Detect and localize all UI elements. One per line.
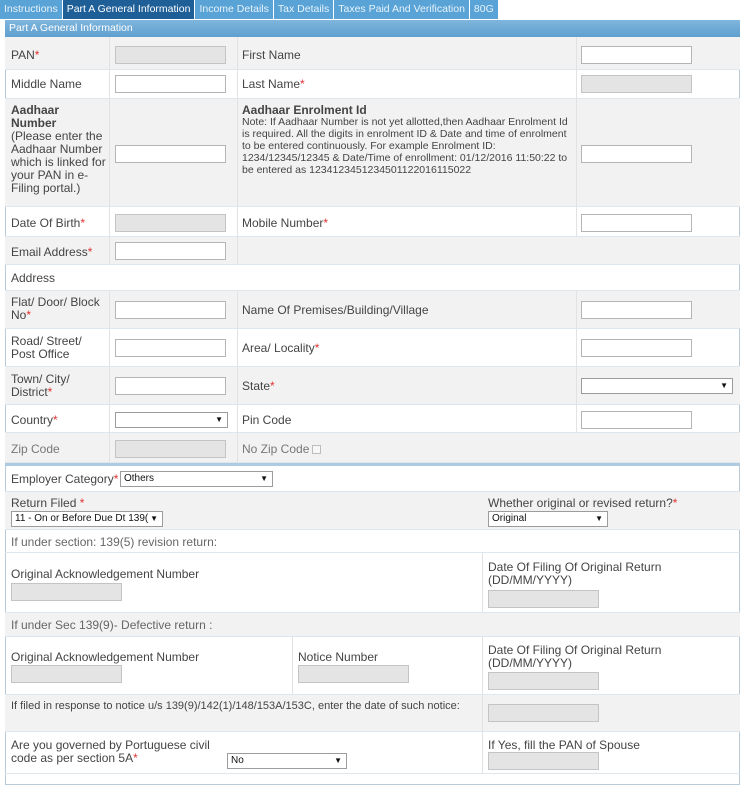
orig-or-revised-select[interactable]: Original ▼ — [488, 511, 608, 527]
date-orig-field-1[interactable] — [488, 590, 599, 608]
aadhaar-label: Aadhaar Number (Please enter the Aadhaar Number which is linked for your PAN in e-Filing portal.) — [11, 103, 106, 195]
column-divider — [482, 732, 483, 773]
state-select[interactable] — [581, 378, 733, 394]
orig-ack-label-1: Original Acknowledgement Number — [11, 567, 200, 581]
column-divider — [237, 291, 238, 328]
no-zip-label: No Zip Code — [242, 443, 321, 456]
mobile-field[interactable] — [581, 214, 692, 232]
column-divider — [237, 237, 238, 264]
area-field[interactable] — [581, 339, 692, 357]
column-divider — [109, 37, 110, 69]
column-divider — [576, 329, 577, 366]
date-orig-label-1: Date Of Filing Of Original Return (DD/MM/YYYY) — [488, 560, 662, 587]
column-divider — [237, 329, 238, 366]
road-field[interactable] — [115, 339, 226, 357]
row-dob — [5, 207, 740, 237]
row-town — [5, 367, 740, 405]
column-divider — [109, 291, 110, 328]
defective-return-label: If under Sec 139(9)- Defective return : — [11, 618, 213, 632]
column-divider — [482, 695, 483, 731]
employer-label: Employer Category* — [11, 472, 119, 486]
no-zip-checkbox[interactable] — [312, 445, 321, 454]
pin-field[interactable] — [581, 411, 692, 429]
town-field[interactable] — [115, 377, 226, 395]
column-divider — [576, 37, 577, 69]
row-aadhaar — [5, 99, 740, 207]
mobile-label: Mobile Number* — [242, 216, 329, 230]
column-divider — [576, 207, 577, 236]
email-label: Email Address* — [11, 245, 93, 259]
row-address-header — [5, 265, 740, 291]
tab-bar — [0, 0, 740, 19]
row-return-filed — [5, 492, 740, 530]
chevron-down-icon: ▼ — [150, 514, 158, 523]
flat-label: Flat/ Door/ Block No* — [11, 295, 100, 322]
tab-80g[interactable]: 80G — [470, 0, 499, 19]
row-road — [5, 329, 740, 367]
column-divider — [482, 637, 483, 694]
zip-field[interactable] — [115, 440, 226, 458]
column-divider — [576, 367, 577, 404]
pan-label: PAN* — [11, 48, 40, 62]
row-139-9-header — [5, 613, 740, 637]
last-name-field[interactable] — [581, 75, 692, 93]
state-label: State* — [242, 379, 275, 393]
zip-label: Zip Code — [11, 442, 60, 456]
column-divider — [482, 553, 483, 612]
road-label: Road/ Street/ Post Office — [11, 334, 82, 361]
column-divider — [237, 207, 238, 236]
orig-or-revised-label: Whether original or revised return?* — [488, 496, 678, 510]
revision-return-label: If under section: 139(5) revision return: — [11, 535, 218, 549]
pan-field[interactable] — [115, 46, 226, 64]
column-divider — [109, 405, 110, 432]
aadhaar-enrolment-label: Aadhaar Enrolment Id Note: If Aadhaar Number is not yet allotted,then Aadhaar Enrolment Id is required. All the digits in enrolment ID & Date and time of enrolment to be entered continuously. For example Enrolment ID: 1234/12345/12345 & Date/Time of enrollment: 01/12/2016 11:50:22 to be entered as 1234123451234501122016115022 — [242, 103, 568, 176]
orig-ack-field-1[interactable] — [11, 583, 122, 601]
column-divider — [237, 367, 238, 404]
orig-ack-label-2: Original Acknowledgement Number — [11, 650, 200, 664]
tab-tax-details[interactable]: Tax Details — [274, 0, 334, 19]
column-divider — [576, 99, 577, 206]
column-divider — [237, 70, 238, 98]
column-divider — [109, 329, 110, 366]
premises-field[interactable] — [581, 301, 692, 319]
column-divider — [109, 207, 110, 236]
column-divider — [237, 37, 238, 69]
dob-field[interactable] — [115, 214, 226, 232]
notice-date-field[interactable] — [488, 704, 599, 722]
column-divider — [109, 237, 110, 264]
column-divider — [576, 405, 577, 432]
chevron-down-icon: ▼ — [260, 474, 268, 483]
column-divider — [576, 70, 577, 98]
return-filed-label: Return Filed * — [11, 496, 85, 510]
column-divider — [576, 291, 577, 328]
row-139-5-fields — [5, 553, 740, 613]
portuguese-select[interactable]: No ▼ — [227, 753, 347, 769]
chevron-down-icon: ▼ — [334, 756, 342, 765]
row-pan — [5, 37, 740, 70]
area-label: Area/ Locality* — [242, 341, 320, 355]
tab-income-details[interactable]: Income Details — [195, 0, 273, 19]
orig-ack-field-2[interactable] — [11, 665, 122, 683]
column-divider — [237, 405, 238, 432]
middle-name-field[interactable] — [115, 75, 226, 93]
portuguese-label: Are you governed by Portuguese civil code as per section 5A* — [11, 738, 210, 765]
country-select[interactable] — [115, 412, 228, 428]
row-flat — [5, 291, 740, 329]
return-filed-select[interactable]: 11 - On or Before Due Dt 139( ▼ — [11, 511, 163, 527]
spouse-pan-field[interactable] — [488, 752, 599, 770]
column-divider — [109, 367, 110, 404]
chevron-down-icon: ▼ — [215, 415, 223, 424]
section-title: Part A General Information — [5, 20, 740, 37]
aadhaar-field[interactable] — [115, 145, 226, 163]
address-label: Address — [11, 271, 56, 285]
first-name-label: First Name — [242, 48, 301, 62]
row-middle-name — [5, 70, 740, 99]
flat-field[interactable] — [115, 301, 226, 319]
row-portuguese — [5, 732, 740, 774]
row-notice-response — [5, 695, 740, 732]
email-field[interactable] — [115, 242, 226, 260]
country-label: Country* — [11, 413, 58, 427]
tab-instructions[interactable]: Instructions — [0, 0, 63, 19]
column-divider — [109, 70, 110, 98]
notice-number-field[interactable] — [298, 665, 409, 683]
row-zip — [5, 433, 740, 463]
row-email — [5, 237, 740, 265]
spouse-pan-label: If Yes, fill the PAN of Spouse — [488, 738, 640, 752]
column-divider — [237, 433, 238, 462]
row-employer — [5, 466, 740, 492]
column-divider — [109, 99, 110, 206]
column-divider — [109, 433, 110, 462]
town-label: Town/ City/ District* — [11, 372, 70, 399]
column-divider — [237, 99, 238, 206]
premises-label: Name Of Premises/Building/Village — [242, 303, 429, 317]
chevron-down-icon: ▼ — [720, 381, 728, 390]
row-139-5-header — [5, 530, 740, 553]
date-orig-field-2[interactable] — [488, 672, 599, 690]
date-orig-label-2: Date Of Filing Of Original Return (DD/MM/YYYY) — [488, 643, 662, 670]
middle-name-label: Middle Name — [11, 77, 82, 91]
notice-response-label: If filed in response to notice u/s 139(9)/142(1)/148/153A/153C, enter the date of such notice: — [11, 700, 460, 712]
row-country — [5, 405, 740, 433]
dob-label: Date Of Birth* — [11, 216, 86, 230]
last-name-label: Last Name* — [242, 77, 305, 91]
row-139-9-fields — [5, 637, 740, 695]
aadhaar-enrolment-field[interactable] — [581, 145, 692, 163]
tab-part-a[interactable]: Part A General Information — [63, 0, 196, 19]
tab-bar-filler — [499, 0, 740, 19]
chevron-down-icon: ▼ — [595, 514, 603, 523]
first-name-field[interactable] — [581, 46, 692, 64]
pin-label: Pin Code — [242, 413, 292, 427]
column-divider — [292, 637, 293, 694]
notice-number-label: Notice Number — [298, 650, 379, 664]
employer-select[interactable]: Others ▼ — [120, 471, 273, 487]
tab-taxes-paid[interactable]: Taxes Paid And Verification — [334, 0, 470, 19]
